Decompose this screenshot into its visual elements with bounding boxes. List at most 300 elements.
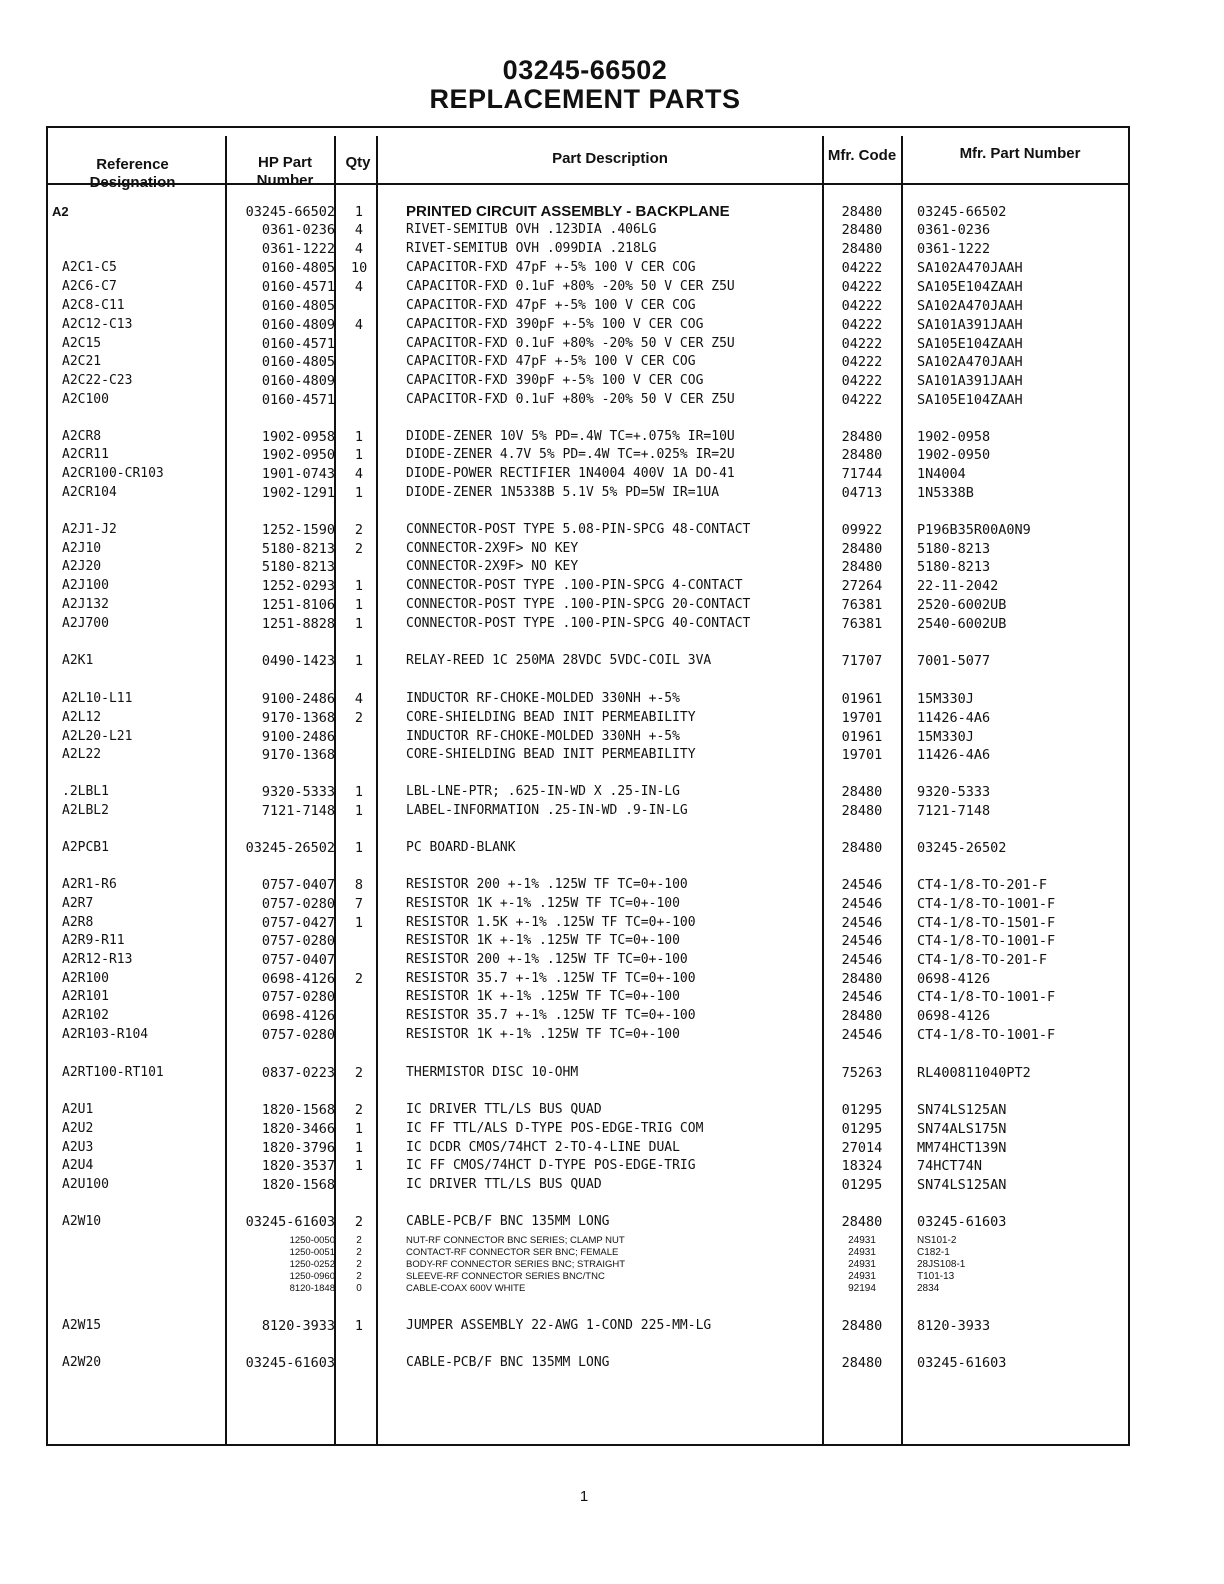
cell-desc: LABEL-INFORMATION .25-IN-WD .9-IN-LG <box>406 803 688 818</box>
cell-ref: A2U2 <box>62 1121 94 1136</box>
cell-hp: 0757-0407 <box>261 877 335 893</box>
cell-mpn: SA102A470JAAH <box>917 260 1023 276</box>
cell-mpn: 2834 <box>917 1283 940 1294</box>
table-row <box>0 335 1224 353</box>
cell-desc: RIVET-SEMITUB OVH .099DIA .218LG <box>406 241 657 256</box>
table-row <box>0 446 1224 464</box>
cell-hp: 0698-4126 <box>261 971 335 987</box>
table-row <box>0 259 1224 277</box>
cell-mfr: 09922 <box>841 522 883 538</box>
page-header <box>0 56 1170 114</box>
cell-ref: A2C6-C7 <box>62 279 117 294</box>
cell-ref: A2W15 <box>62 1318 102 1333</box>
cell-desc: CONNECTOR-2X9F> NO KEY <box>406 541 579 556</box>
cell-mpn: C182-1 <box>917 1247 950 1258</box>
cell-hp: 1250-0960 <box>289 1271 335 1282</box>
cell-mpn: SA101A391JAAH <box>917 317 1023 333</box>
cell-desc: IC FF TTL/ALS D-TYPE POS-EDGE-TRIG COM <box>406 1121 704 1136</box>
cell-hp: 0361-1222 <box>261 241 335 257</box>
cell-qty: 1 <box>354 840 364 856</box>
table-row <box>0 895 1224 913</box>
cell-qty: 1 <box>354 447 364 463</box>
cell-mpn: NS101-2 <box>917 1235 957 1246</box>
cell-mpn: 03245-66502 <box>917 204 1007 220</box>
table-row <box>0 278 1224 296</box>
cell-qty: 4 <box>354 691 364 707</box>
table-row <box>0 615 1224 633</box>
cell-ref: A2C22-C23 <box>62 373 133 388</box>
cell-mpn: 28JS108-1 <box>917 1259 966 1270</box>
cell-ref: A2U3 <box>62 1140 94 1155</box>
cell-desc: CAPACITOR-FXD 47pF +-5% 100 V CER COG <box>406 354 696 369</box>
column-header-description: Part Description <box>552 150 668 167</box>
cell-desc: DIODE-ZENER 10V 5% PD=.4W TC=+.075% IR=10U <box>406 429 735 444</box>
cell-hp: 03245-61603 <box>245 1214 335 1230</box>
cell-qty: 1 <box>354 578 364 594</box>
cell-ref: A2R7 <box>62 896 94 911</box>
cell-mpn: SA105E104ZAAH <box>917 392 1023 408</box>
cell-hp: 1252-1590 <box>261 522 335 538</box>
cell-mfr: 28480 <box>841 222 883 238</box>
cell-desc: DIODE-POWER RECTIFIER 1N4004 400V 1A DO-41 <box>406 466 735 481</box>
cell-qty: 4 <box>354 466 364 482</box>
cell-desc: CAPACITOR-FXD 47pF +-5% 100 V CER COG <box>406 298 696 313</box>
cell-hp: 0490-1423 <box>261 653 335 669</box>
cell-mpn: SN74LS125AN <box>917 1102 1007 1118</box>
cell-ref: A2 <box>52 204 69 219</box>
cell-mfr: 24931 <box>848 1271 876 1282</box>
cell-hp: 1902-0950 <box>261 447 335 463</box>
cell-mfr: 24546 <box>841 933 883 949</box>
cell-desc: PC BOARD-BLANK <box>406 840 516 855</box>
cell-desc: RESISTOR 1K +-1% .125W TF TC=0+-100 <box>406 1027 680 1042</box>
document-part-number: 03245-66502 <box>502 55 668 85</box>
cell-mpn: 0698-4126 <box>917 971 991 987</box>
cell-ref: .2LBL1 <box>62 784 109 799</box>
cell-mpn: CT4-1/8-TO-1001-F <box>917 989 1056 1005</box>
cell-mpn: 74HCT74N <box>917 1158 983 1174</box>
cell-mfr: 04222 <box>841 336 883 352</box>
cell-qty: 1 <box>354 1158 364 1174</box>
cell-mfr: 92194 <box>848 1283 876 1294</box>
cell-desc: CORE-SHIELDING BEAD INIT PERMEABILITY <box>406 710 696 725</box>
table-row <box>0 372 1224 390</box>
cell-mpn: 1N5338B <box>917 485 974 501</box>
cell-mpn: 11426-4A6 <box>917 747 991 763</box>
cell-mpn: 0361-0236 <box>917 222 991 238</box>
cell-ref: A2J1-J2 <box>62 522 117 537</box>
cell-mfr: 28480 <box>841 1214 883 1230</box>
column-header-mfr-part: Mfr. Part Number <box>959 145 1081 162</box>
cell-desc: CAPACITOR-FXD 390pF +-5% 100 V CER COG <box>406 317 704 332</box>
cell-hp: 5180-8213 <box>261 559 335 575</box>
table-row <box>0 1271 1224 1283</box>
cell-qty: 1 <box>354 803 364 819</box>
table-row <box>0 1283 1224 1295</box>
cell-ref: A2R1-R6 <box>62 877 117 892</box>
cell-mfr: 24546 <box>841 896 883 912</box>
cell-desc: CAPACITOR-FXD 390pF +-5% 100 V CER COG <box>406 373 704 388</box>
cell-ref: A2C1-C5 <box>62 260 117 275</box>
cell-mpn: 1902-0958 <box>917 429 991 445</box>
cell-qty: 2 <box>356 1247 362 1258</box>
cell-ref: A2L10-L11 <box>62 691 133 706</box>
cell-desc: RESISTOR 1K +-1% .125W TF TC=0+-100 <box>406 933 680 948</box>
cell-hp: 1250-0051 <box>289 1247 335 1258</box>
table-row <box>0 221 1224 239</box>
cell-qty: 1 <box>354 1318 364 1334</box>
table-row <box>0 596 1224 614</box>
cell-hp: 9100-2486 <box>261 691 335 707</box>
cell-qty: 4 <box>354 317 364 333</box>
cell-mfr: 24546 <box>841 877 883 893</box>
cell-qty: 2 <box>356 1271 362 1282</box>
cell-qty: 1 <box>354 429 364 445</box>
cell-mfr: 04222 <box>841 260 883 276</box>
cell-mfr: 24931 <box>848 1235 876 1246</box>
cell-mpn: 9320-5333 <box>917 784 991 800</box>
cell-ref: A2U4 <box>62 1158 94 1173</box>
cell-mfr: 76381 <box>841 616 883 632</box>
cell-desc: PRINTED CIRCUIT ASSEMBLY - BACKPLANE <box>406 203 730 220</box>
table-row <box>0 802 1224 820</box>
column-header-qty: Qty <box>345 154 371 171</box>
cell-ref: A2C12-C13 <box>62 317 133 332</box>
cell-desc: CABLE-COAX 600V WHITE <box>406 1283 526 1294</box>
cell-ref: A2RT100-RT101 <box>62 1065 164 1080</box>
cell-ref: A2J10 <box>62 541 102 556</box>
cell-desc: RESISTOR 1K +-1% .125W TF TC=0+-100 <box>406 989 680 1004</box>
cell-mpn: CT4-1/8-TO-201-F <box>917 952 1048 968</box>
cell-desc: IC DRIVER TTL/LS BUS QUAD <box>406 1102 602 1117</box>
cell-qty: 4 <box>354 241 364 257</box>
table-row <box>0 353 1224 371</box>
cell-mpn: CT4-1/8-TO-1001-F <box>917 933 1056 949</box>
table-row <box>0 484 1224 502</box>
cell-mfr: 18324 <box>841 1158 883 1174</box>
cell-hp: 5180-8213 <box>261 541 335 557</box>
cell-mpn: 0698-4126 <box>917 1008 991 1024</box>
cell-hp: 1820-1568 <box>261 1102 335 1118</box>
cell-qty: 2 <box>354 1102 364 1118</box>
cell-mfr: 28480 <box>841 241 883 257</box>
cell-qty: 1 <box>354 1121 364 1137</box>
table-row <box>0 203 1224 221</box>
cell-mfr: 28480 <box>841 971 883 987</box>
cell-mpn: SA105E104ZAAH <box>917 336 1023 352</box>
table-row <box>0 970 1224 988</box>
cell-desc: IC FF CMOS/74HCT D-TYPE POS-EDGE-TRIG <box>406 1158 696 1173</box>
cell-qty: 1 <box>354 616 364 632</box>
cell-hp: 1901-0743 <box>261 466 335 482</box>
cell-mpn: SA105E104ZAAH <box>917 279 1023 295</box>
cell-ref: A2R12-R13 <box>62 952 133 967</box>
cell-desc: CONNECTOR-POST TYPE .100-PIN-SPCG 40-CONTACT <box>406 616 751 631</box>
cell-desc: RELAY-REED 1C 250MA 28VDC 5VDC-COIL 3VA <box>406 653 712 668</box>
cell-ref: A2C8-C11 <box>62 298 125 313</box>
cell-mpn: 03245-26502 <box>917 840 1007 856</box>
cell-ref: A2R9-R11 <box>62 933 125 948</box>
table-row <box>0 1259 1224 1271</box>
table-row <box>0 540 1224 558</box>
cell-mfr: 28480 <box>841 840 883 856</box>
table-row <box>0 428 1224 446</box>
cell-desc: JUMPER ASSEMBLY 22-AWG 1-COND 225-MM-LG <box>406 1318 712 1333</box>
table-row <box>0 783 1224 801</box>
cell-hp: 0757-0427 <box>261 915 335 931</box>
cell-ref: A2R8 <box>62 915 94 930</box>
cell-mfr: 04713 <box>841 485 883 501</box>
page-number: 1 <box>579 1488 589 1505</box>
cell-qty: 1 <box>354 915 364 931</box>
cell-desc: CONNECTOR-POST TYPE .100-PIN-SPCG 20-CONTACT <box>406 597 751 612</box>
cell-desc: INDUCTOR RF-CHOKE-MOLDED 330NH +-5% <box>406 691 680 706</box>
cell-mfr: 01295 <box>841 1177 883 1193</box>
cell-ref: A2L12 <box>62 710 102 725</box>
table-row <box>0 1157 1224 1175</box>
cell-desc: CAPACITOR-FXD 47pF +-5% 100 V CER COG <box>406 260 696 275</box>
cell-mfr: 04222 <box>841 279 883 295</box>
cell-desc: CORE-SHIELDING BEAD INIT PERMEABILITY <box>406 747 696 762</box>
cell-hp: 03245-26502 <box>245 840 335 856</box>
cell-hp: 9100-2486 <box>261 729 335 745</box>
cell-qty: 2 <box>354 1214 364 1230</box>
cell-qty: 1 <box>354 485 364 501</box>
cell-qty: 8 <box>354 877 364 893</box>
cell-qty: 1 <box>354 1140 364 1156</box>
cell-ref: A2R102 <box>62 1008 109 1023</box>
table-row <box>0 465 1224 483</box>
cell-mfr: 01295 <box>841 1121 883 1137</box>
cell-desc: INDUCTOR RF-CHOKE-MOLDED 330NH +-5% <box>406 729 680 744</box>
cell-hp: 9170-1368 <box>261 747 335 763</box>
cell-mfr: 04222 <box>841 298 883 314</box>
cell-hp: 1250-0050 <box>289 1235 335 1246</box>
cell-hp: 0160-4571 <box>261 392 335 408</box>
cell-hp: 8120-1848 <box>289 1283 335 1294</box>
document-title: REPLACEMENT PARTS <box>429 84 741 114</box>
cell-mpn: SN74ALS175N <box>917 1121 1007 1137</box>
cell-desc: RESISTOR 200 +-1% .125W TF TC=0+-100 <box>406 952 688 967</box>
cell-mfr: 24931 <box>848 1259 876 1270</box>
table-row <box>0 1007 1224 1025</box>
table-row <box>0 521 1224 539</box>
table-row <box>0 558 1224 576</box>
cell-desc: DIODE-ZENER 4.7V 5% PD=.4W TC=+.025% IR=2U <box>406 447 735 462</box>
cell-mfr: 24546 <box>841 989 883 1005</box>
cell-ref: A2J700 <box>62 616 109 631</box>
cell-mfr: 28480 <box>841 1355 883 1371</box>
cell-mpn: 2540-6002UB <box>917 616 1007 632</box>
cell-mfr: 28480 <box>841 559 883 575</box>
table-row <box>0 297 1224 315</box>
table-row <box>0 876 1224 894</box>
cell-desc: CABLE-PCB/F BNC 135MM LONG <box>406 1214 610 1229</box>
cell-hp: 0160-4805 <box>261 354 335 370</box>
cell-qty: 2 <box>354 541 364 557</box>
cell-desc: DIODE-ZENER 1N5338B 5.1V 5% PD=5W IR=1UA <box>406 485 720 500</box>
cell-mpn: 15M330J <box>917 729 974 745</box>
cell-hp: 0757-0280 <box>261 896 335 912</box>
cell-hp: 0757-0280 <box>261 1027 335 1043</box>
cell-mpn: 0361-1222 <box>917 241 991 257</box>
cell-mpn: 22-11-2042 <box>917 578 999 594</box>
table-row <box>0 728 1224 746</box>
table-row <box>0 951 1224 969</box>
cell-mpn: CT4-1/8-TO-1001-F <box>917 1027 1056 1043</box>
cell-qty: 2 <box>356 1235 362 1246</box>
cell-mpn: 03245-61603 <box>917 1214 1007 1230</box>
cell-mpn: 2520-6002UB <box>917 597 1007 613</box>
cell-hp: 7121-7148 <box>261 803 335 819</box>
cell-hp: 1251-8106 <box>261 597 335 613</box>
cell-ref: A2U1 <box>62 1102 94 1117</box>
cell-qty: 2 <box>354 710 364 726</box>
cell-hp: 1902-0958 <box>261 429 335 445</box>
cell-mfr: 28480 <box>841 803 883 819</box>
cell-ref: A2C21 <box>62 354 102 369</box>
cell-desc: IC DCDR CMOS/74HCT 2-TO-4-LINE DUAL <box>406 1140 680 1155</box>
table-row <box>0 690 1224 708</box>
table-row <box>0 1354 1224 1372</box>
cell-hp: 0160-4805 <box>261 298 335 314</box>
cell-hp: 1820-1568 <box>261 1177 335 1193</box>
cell-ref: A2R101 <box>62 989 109 1004</box>
cell-qty: 1 <box>354 204 364 220</box>
cell-ref: A2C15 <box>62 336 102 351</box>
cell-qty: 4 <box>354 279 364 295</box>
cell-mfr: 24931 <box>848 1247 876 1258</box>
cell-mfr: 04222 <box>841 354 883 370</box>
cell-desc: CAPACITOR-FXD 0.1uF +80% -20% 50 V CER Z5U <box>406 392 735 407</box>
cell-ref: A2CR11 <box>62 447 109 462</box>
table-row <box>0 1317 1224 1335</box>
cell-ref: A2CR104 <box>62 485 117 500</box>
cell-ref: A2J20 <box>62 559 102 574</box>
cell-mfr: 01961 <box>841 729 883 745</box>
cell-mpn: 5180-8213 <box>917 559 991 575</box>
cell-mfr: 28480 <box>841 447 883 463</box>
table-row <box>0 316 1224 334</box>
cell-hp: 1252-0293 <box>261 578 335 594</box>
header-divider <box>46 183 1130 185</box>
cell-mfr: 28480 <box>841 204 883 220</box>
cell-mpn: 11426-4A6 <box>917 710 991 726</box>
cell-mfr: 28480 <box>841 1008 883 1024</box>
cell-mpn: SA102A470JAAH <box>917 298 1023 314</box>
cell-mfr: 24546 <box>841 1027 883 1043</box>
cell-hp: 9320-5333 <box>261 784 335 800</box>
cell-desc: RESISTOR 1K +-1% .125W TF TC=0+-100 <box>406 896 680 911</box>
table-row <box>0 1120 1224 1138</box>
cell-mpn: 8120-3933 <box>917 1318 991 1334</box>
cell-hp: 0757-0280 <box>261 989 335 1005</box>
cell-hp: 0837-0223 <box>261 1065 335 1081</box>
cell-mfr: 04222 <box>841 373 883 389</box>
cell-ref: A2J132 <box>62 597 109 612</box>
cell-hp: 1820-3537 <box>261 1158 335 1174</box>
table-row <box>0 1247 1224 1259</box>
cell-mfr: 01295 <box>841 1102 883 1118</box>
cell-mfr: 24546 <box>841 915 883 931</box>
table-row <box>0 1176 1224 1194</box>
table-row <box>0 1026 1224 1044</box>
cell-mfr: 28480 <box>841 784 883 800</box>
cell-mfr: 27264 <box>841 578 883 594</box>
cell-mfr: 28480 <box>841 429 883 445</box>
table-row <box>0 1101 1224 1119</box>
cell-hp: 1251-8828 <box>261 616 335 632</box>
cell-hp: 1820-3466 <box>261 1121 335 1137</box>
cell-hp: 0160-4809 <box>261 373 335 389</box>
cell-hp: 1250-0252 <box>289 1259 335 1270</box>
table-row <box>0 839 1224 857</box>
cell-hp: 0160-4571 <box>261 336 335 352</box>
cell-mpn: T101-13 <box>917 1271 955 1282</box>
cell-hp: 1820-3796 <box>261 1140 335 1156</box>
cell-mpn: P196B35R00A0N9 <box>917 522 1031 538</box>
table-row <box>0 1235 1224 1247</box>
cell-mfr: 27014 <box>841 1140 883 1156</box>
table-row <box>0 914 1224 932</box>
cell-desc: RIVET-SEMITUB OVH .123DIA .406LG <box>406 222 657 237</box>
cell-desc: CABLE-PCB/F BNC 135MM LONG <box>406 1355 610 1370</box>
table-row <box>0 240 1224 258</box>
cell-mfr: 01961 <box>841 691 883 707</box>
cell-mfr: 76381 <box>841 597 883 613</box>
cell-qty: 7 <box>354 896 364 912</box>
cell-desc: CONTACT-RF CONNECTOR SER BNC; FEMALE <box>406 1247 619 1258</box>
cell-mfr: 75263 <box>841 1065 883 1081</box>
cell-mfr: 19701 <box>841 747 883 763</box>
cell-qty: 2 <box>354 522 364 538</box>
table-row <box>0 1213 1224 1231</box>
cell-mpn: CT4-1/8-TO-201-F <box>917 877 1048 893</box>
cell-ref: A2R103-R104 <box>62 1027 149 1042</box>
table-row <box>0 746 1224 764</box>
cell-mfr: 71744 <box>841 466 883 482</box>
cell-mfr: 19701 <box>841 710 883 726</box>
cell-ref: A2W10 <box>62 1214 102 1229</box>
cell-mfr: 04222 <box>841 317 883 333</box>
cell-desc: IC DRIVER TTL/LS BUS QUAD <box>406 1177 602 1192</box>
cell-desc: NUT-RF CONNECTOR BNC SERIES; CLAMP NUT <box>406 1235 625 1246</box>
cell-ref: A2L22 <box>62 747 102 762</box>
table-row <box>0 709 1224 727</box>
cell-ref: A2K1 <box>62 653 94 668</box>
cell-desc: RESISTOR 200 +-1% .125W TF TC=0+-100 <box>406 877 688 892</box>
cell-qty: 10 <box>351 260 368 276</box>
cell-mpn: 7001-5077 <box>917 653 991 669</box>
table-row <box>0 932 1224 950</box>
cell-hp: 03245-61603 <box>245 1355 335 1371</box>
cell-desc: CAPACITOR-FXD 0.1uF +80% -20% 50 V CER Z5U <box>406 279 735 294</box>
cell-ref: A2C100 <box>62 392 109 407</box>
cell-mfr: 04222 <box>841 392 883 408</box>
cell-desc: BODY-RF CONNECTOR SERIES BNC; STRAIGHT <box>406 1259 626 1270</box>
table-row <box>0 1139 1224 1157</box>
cell-mpn: 03245-61603 <box>917 1355 1007 1371</box>
cell-hp: 0698-4126 <box>261 1008 335 1024</box>
cell-ref: A2CR100-CR103 <box>62 466 164 481</box>
cell-mpn: SA102A470JAAH <box>917 354 1023 370</box>
cell-mpn: CT4-1/8-TO-1501-F <box>917 915 1056 931</box>
cell-hp: 9170-1368 <box>261 710 335 726</box>
table-row <box>0 1064 1224 1082</box>
cell-mpn: 7121-7148 <box>917 803 991 819</box>
cell-desc: RESISTOR 35.7 +-1% .125W TF TC=0+-100 <box>406 971 696 986</box>
table-row <box>0 391 1224 409</box>
